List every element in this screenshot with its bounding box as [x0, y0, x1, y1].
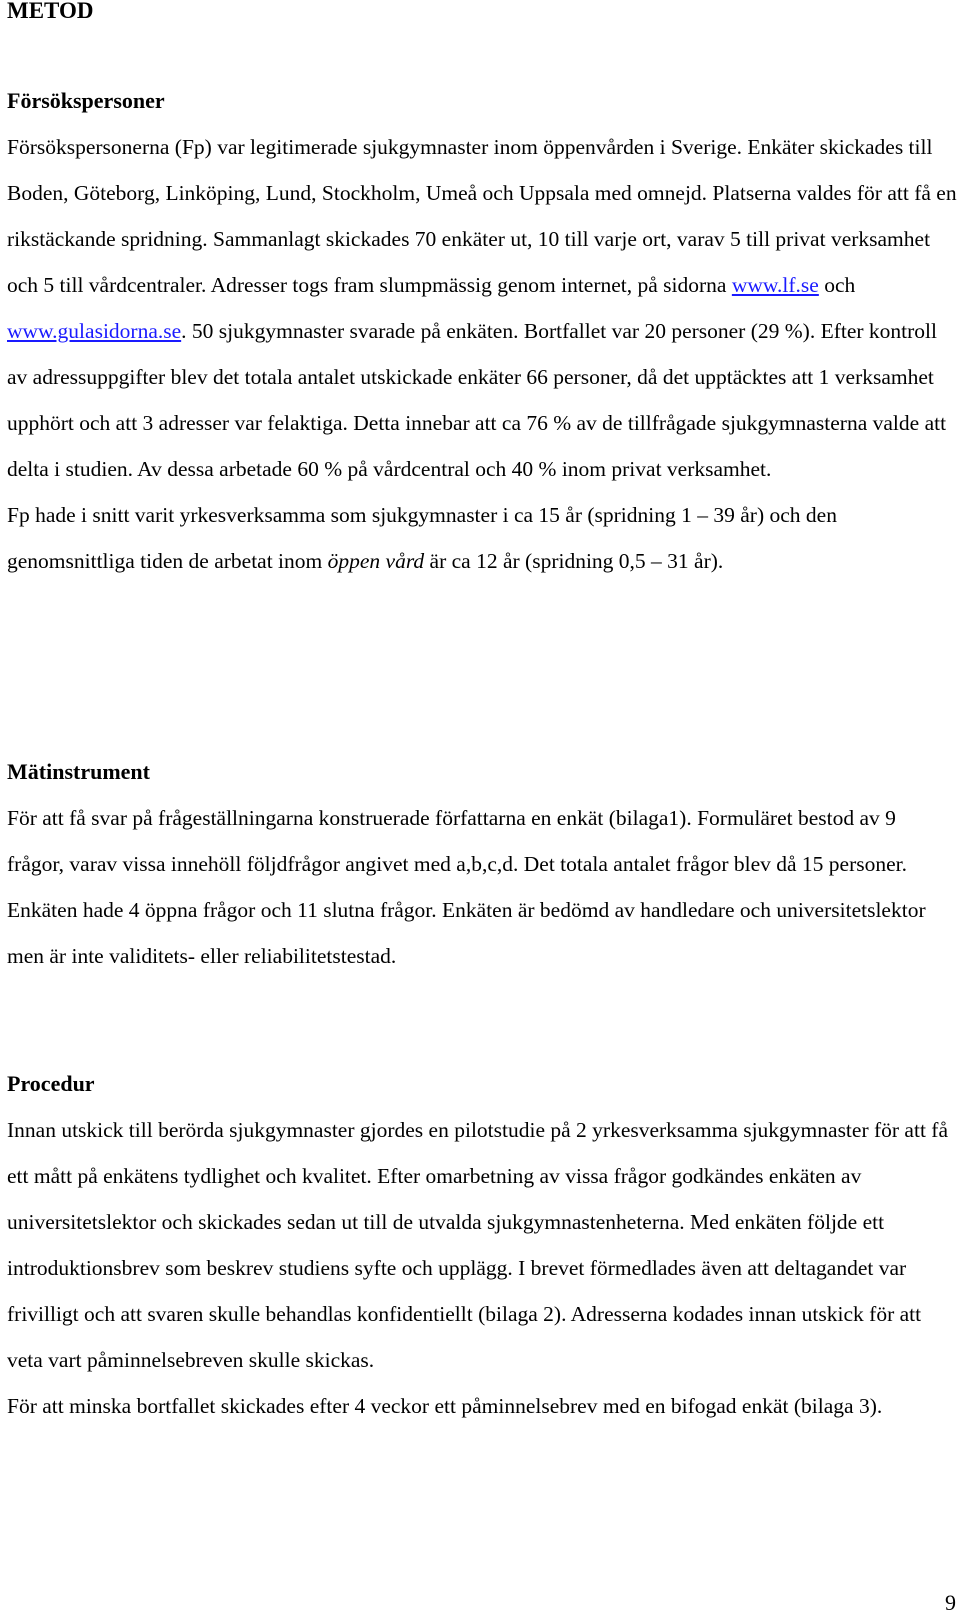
- page-number: 9: [945, 1590, 956, 1615]
- participants-text-b: och: [818, 273, 856, 297]
- section-heading-instrument: Mätinstrument: [7, 759, 150, 784]
- section-instrument: [7, 749, 957, 979]
- participants-p2-text-a: Fp hade i snitt varit yrkesverksamma som sjukgymnaster i ca 15 år (spridning 1 – 39 år) och den genomsnittliga tiden de arbetat inom: [7, 503, 837, 573]
- participants-text-c: . 50 sjukgymnaster svarade på enkäten. Bortfallet var 20 personer (29 %). Efter kontroll av adressuppgifter blev det totala antalet utskickade enkäter 66 personer, då det upptäcktes att 1 verksamhet upphört och att 3 adresser var felaktiga. Detta innebar att ca 76 % av de tillfrågade sjukgymnasterna valde att delta i studien. Av dessa arbetade 60 % på vårdcentral och 40 % inom privat verksamhet.: [7, 319, 947, 481]
- section-participants: [7, 78, 957, 584]
- procedure-paragraph-1: Innan utskick till berörda sjukgymnaster gjordes en pilotstudie på 2 yrkesverksamma sjukgymnaster för att få ett mått på enkätens tydlighet och kvalitet. Efter omarbetning av vissa frågor godkändes enkäten av universitetslektor och skickades sedan ut till de utvalda sjukgymnastenheterna. Med enkäten följde ett introduktionsbrev som beskrev studiens syfte och upplägg. I brevet förmedlades även att deltagandet var frivilligt och att svaren skulle behandlas konfidentiellt (bilaga 2). Adresserna kodades innan utskick för att veta vart påminnelsebreven skulle skickas.: [7, 1118, 948, 1372]
- link-lf[interactable]: www.lf.se: [731, 273, 819, 297]
- section-heading-participants: Försökspersoner: [7, 88, 165, 113]
- link-gulasidorna[interactable]: www.gulasidorna.se: [7, 319, 182, 343]
- participants-p2-text-b: är ca 12 år (spridning 0,5 – 31 år).: [424, 549, 724, 573]
- participants-paragraph-1: [7, 124, 957, 492]
- instrument-paragraph: För att få svar på frågeställningarna konstruerade författarna en enkät (bilaga1). Formuläret bestod av 9 frågor, varav vissa innehöll följdfrågor angivet med a,b,c,d. Det totala antalet frågor blev då 15 personer. Enkäten hade 4 öppna frågor och 11 slutna frågor. Enkäten är bedömd av handledare och universitetslektor men är inte validitets- eller reliabilitetstestad.: [7, 806, 926, 968]
- participants-paragraph-2: [7, 492, 957, 584]
- participants-text-a: Försökspersonerna (Fp) var legitimerade sjukgymnaster inom öppenvården i Sverige. Enkäter skickades till Boden, Göteborg, Linköping, Lund, Stockholm, Umeå och Uppsala med omnejd. Platserna valdes för att få en rikstäckande spridning. Sammanlagt skickades 70 enkäter ut, 10 till varje ort, varav 5 till privat verksamhet och 5 till vårdcentraler. Adresser togs fram slumpmässig genom internet, på sidorna: [7, 135, 957, 297]
- participants-p2-emphasis: öppen vård: [327, 549, 425, 573]
- section-heading-procedure: Procedur: [7, 1071, 95, 1096]
- document-title: METOD: [7, 0, 94, 23]
- procedure-paragraph-2: För att minska bortfallet skickades efter 4 veckor ett påminnelsebrev med en bifogad enkät (bilaga 3).: [7, 1394, 883, 1418]
- section-procedure: [7, 1061, 957, 1429]
